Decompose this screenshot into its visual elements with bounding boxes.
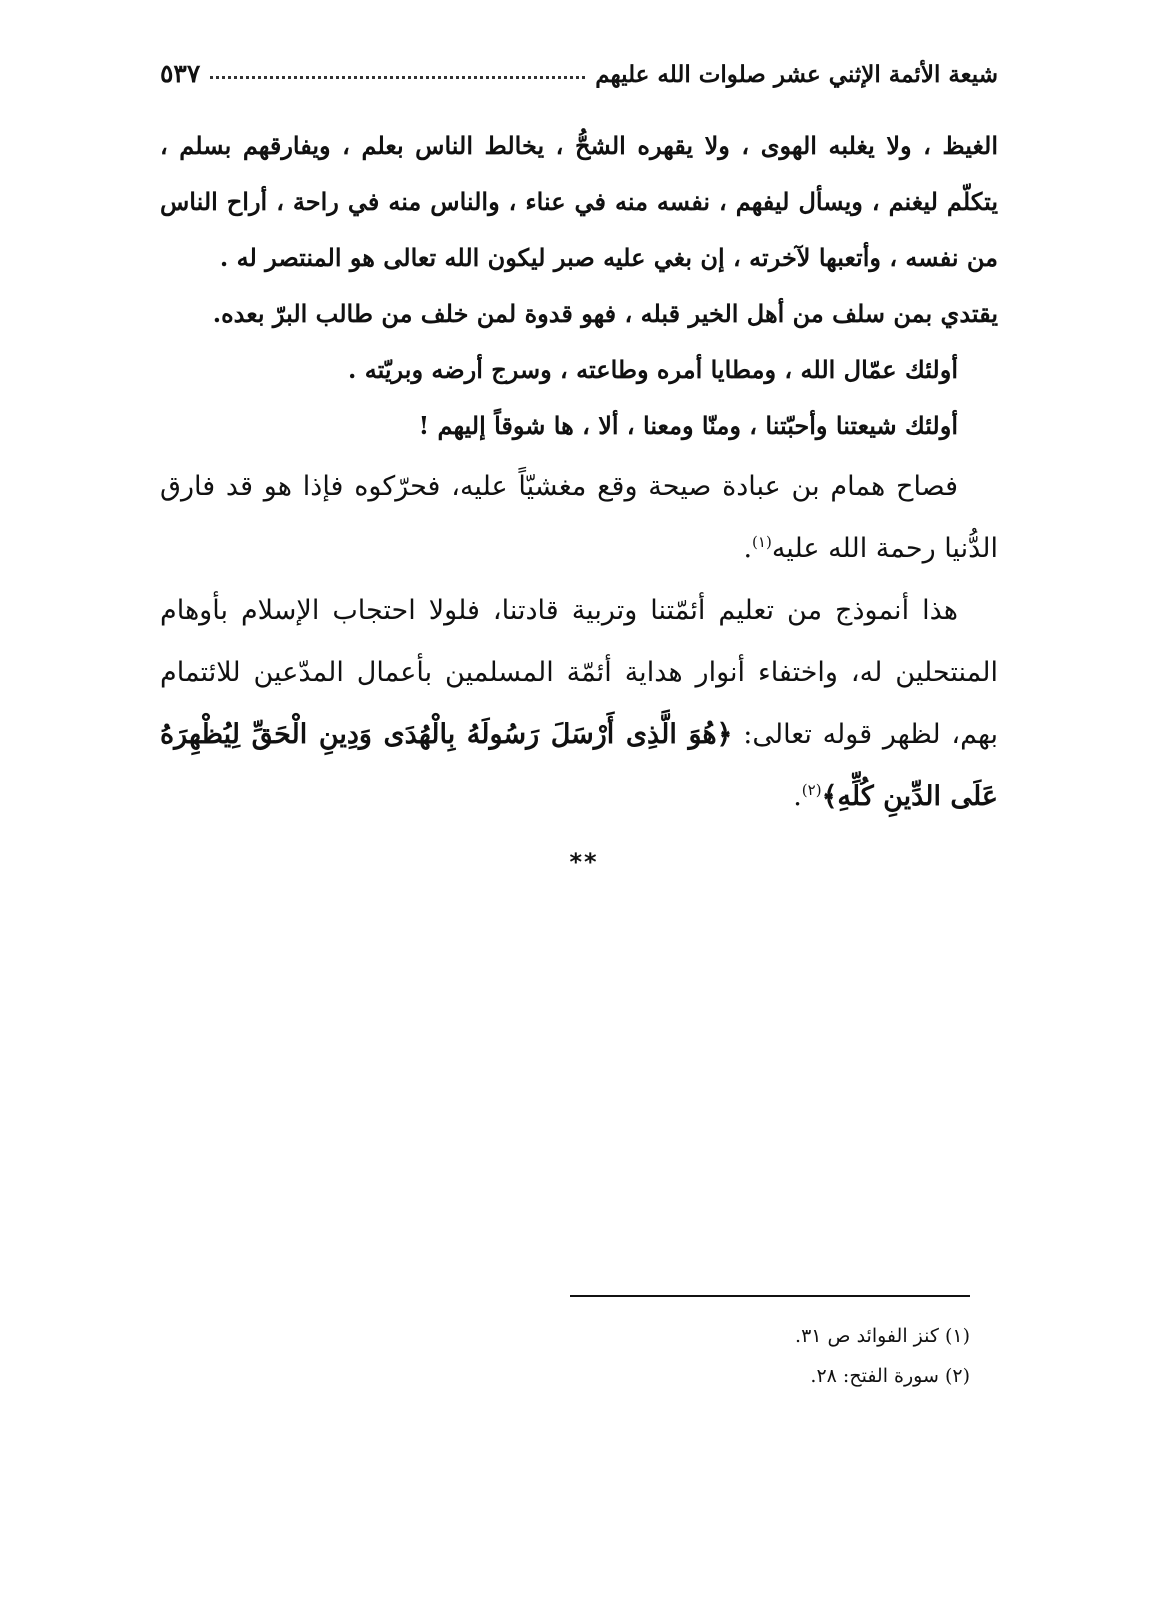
footnote-rule xyxy=(570,1295,970,1297)
paragraph-hammam xyxy=(160,456,998,580)
footnote-ref-2[interactable]: (٢) xyxy=(801,781,822,799)
page-body xyxy=(160,118,998,828)
quran-verse: ﴿هُوَ الَّذِى أَرْسَلَ رَسُولَهُ بِالْهُدَى وَدِينِ الْحَقِّ لِيُظْهِرَهُ عَلَى الدِّينِ كُلِّهِ﴾ xyxy=(160,719,998,812)
running-title: شيعة الأئمة الإثني عشر صلوات الله عليهم xyxy=(595,61,998,88)
paragraph-hammam-end: . xyxy=(743,533,753,564)
bold-quote-block xyxy=(160,118,998,454)
header-dotted-leader xyxy=(210,76,585,79)
bold-paragraph-4: أولئك شيعتنا وأحبّتنا ، ومنّا ومعنا ، ألا ، ها شوقاً إليهم ! xyxy=(418,411,958,440)
paragraph-hammam-text: فصاح همام بن عبادة صيحة وقع مغشيّاً عليه، فحرّكوه فإذا هو قد فارق الدُّنيا رحمة الله عليه xyxy=(160,471,998,564)
bold-paragraph-1: الغيظ ، ولا يغلبه الهوى ، ولا يقهره الشحُّ ، يخالط الناس بعلم ، ويفارقهم بسلم ، يتكلّم ليغنم ، ويسأل ليفهم ، نفسه منه في عناء ، والناس منه في راحة ، أراح الناس من نفسه ، وأتعبها لآخرته ، إن بغي عليه صبر ليكون الله تعالى هو المنتصر له . xyxy=(160,131,998,272)
section-separator: ** xyxy=(569,848,599,876)
bold-paragraph-2: يقتدي بمن سلف من أهل الخير قبله ، فهو قدوة لمن خلف من طالب البرّ بعده. xyxy=(212,299,998,328)
page-header xyxy=(160,42,998,88)
bold-paragraph-3: أولئك عمّال الله ، ومطايا أمره وطاعته ، وسرج أرضه وبريّته . xyxy=(348,355,958,384)
footnote-ref-1[interactable]: (١) xyxy=(752,533,772,551)
footnote-1: (١) كنز الفوائد ص ٣١. xyxy=(795,1325,970,1347)
footnote-2: (٢) سورة الفتح: ٢٨. xyxy=(810,1365,970,1387)
paragraph-model xyxy=(160,580,998,828)
page-number: ٥٣٧ xyxy=(160,59,201,88)
footnotes xyxy=(160,1316,970,1396)
regular-text-block xyxy=(160,456,998,828)
paragraph-model-text: هذا أنموذج من تعليم أئمّتنا وتربية قادتنا، فلولا احتجاب الإسلام بأوهام المنتحلين له، واختفاء أنوار هداية أئمّة المسلمين بأعمال المدّعين للائتمام بهم، لظهر قوله تعالى: xyxy=(160,595,999,750)
paragraph-model-end: . xyxy=(793,781,802,812)
